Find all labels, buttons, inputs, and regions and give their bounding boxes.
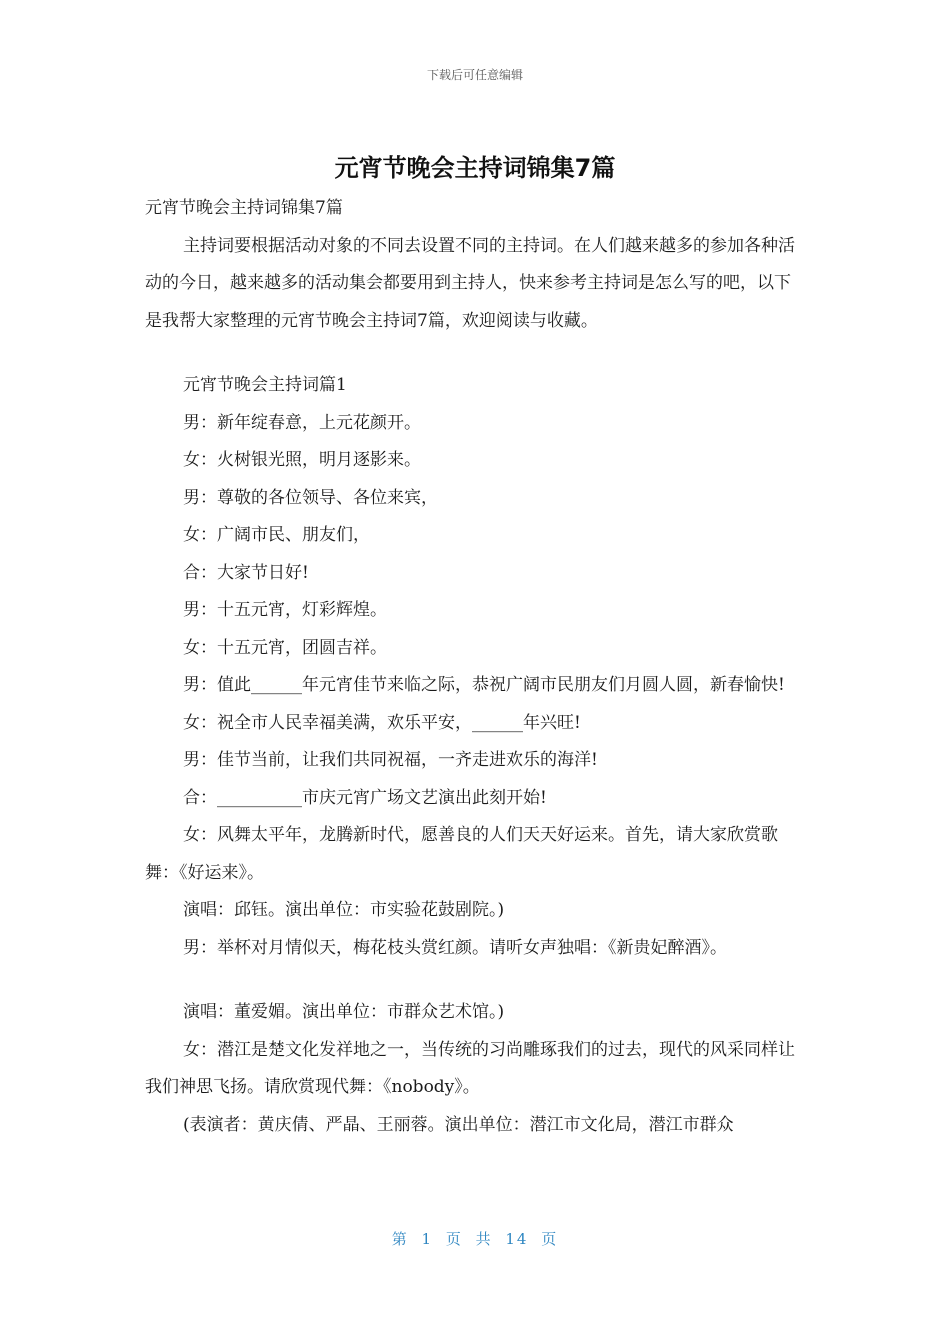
script-line: 男：值此______年元宵佳节来临之际，恭祝广阔市民朋友们月圆人圆，新春愉快! bbox=[183, 675, 785, 695]
intro-paragraph: 主持词要根据活动对象的不同去设置不同的主持词。在人们越来越多的参加各种活动的今日，越来越多的活动集会都要用到主持人，快来参考主持词是怎么写的吧，以下是我帮大家整理的元宵节晚会主持词7篇，欢迎阅读与收藏。 bbox=[145, 235, 795, 331]
document-body bbox=[145, 190, 805, 1144]
script-line: (表演者：黄庆倩、严晶、王丽蓉。演出单位：潜江市文化局，潜江市群众 bbox=[183, 1114, 734, 1135]
script-line: 演唱：邱钰。演出单位：市实验花鼓剧院。) bbox=[183, 900, 505, 920]
script-line: 女：潜江是楚文化发祥地之一，当传统的习尚雕琢我们的过去，现代的风采同样让我们神思飞扬。请欣赏现代舞：《nobody》。 bbox=[145, 1039, 795, 1097]
script-line: 女：风舞太平年，龙腾新时代，愿善良的人们天天好运来。首先，请大家欣赏歌舞：《好运来》。 bbox=[145, 825, 778, 883]
script-line: 男：十五元宵，灯彩辉煌。 bbox=[183, 600, 387, 620]
document-title: 元宵节晚会主持词锦集7篇 bbox=[334, 154, 616, 182]
paragraph-gap bbox=[145, 340, 805, 367]
script-line: 女：祝全市人民幸福美满，欢乐平安，______年兴旺! bbox=[183, 712, 581, 733]
script-line: 男：举杯对月情似天，梅花枝头赏红颜。请听女声独唱：《新贵妃醉酒》。 bbox=[183, 937, 727, 958]
section-heading: 元宵节晚会主持词篇1 bbox=[183, 375, 347, 395]
script-line: 男：新年绽春意，上元花颜开。 bbox=[183, 412, 421, 433]
script-line: 女：十五元宵，团圆吉祥。 bbox=[183, 637, 387, 658]
script-line: 演唱：董爱媚。演出单位：市群众艺术馆。) bbox=[183, 1002, 505, 1022]
script-line: 合：大家节日好! bbox=[183, 562, 309, 583]
script-line: 男：佳节当前，让我们共同祝福，一齐走进欢乐的海洋! bbox=[183, 750, 598, 770]
paragraph-gap bbox=[145, 967, 805, 994]
page-header: 下载后可任意编辑 bbox=[426, 68, 523, 82]
script-line: 合：__________市庆元宵广场文艺演出此刻开始! bbox=[183, 787, 547, 808]
script-line: 男：尊敬的各位领导、各位来宾， bbox=[183, 487, 438, 508]
script-line: 女：火树银光照，明月逐影来。 bbox=[183, 450, 421, 470]
subtitle-line: 元宵节晚会主持词锦集7篇 bbox=[145, 198, 343, 218]
page-footer: 第 1 页 共 14 页 bbox=[391, 1230, 559, 1248]
script-line: 女：广阔市民、朋友们， bbox=[183, 525, 370, 545]
